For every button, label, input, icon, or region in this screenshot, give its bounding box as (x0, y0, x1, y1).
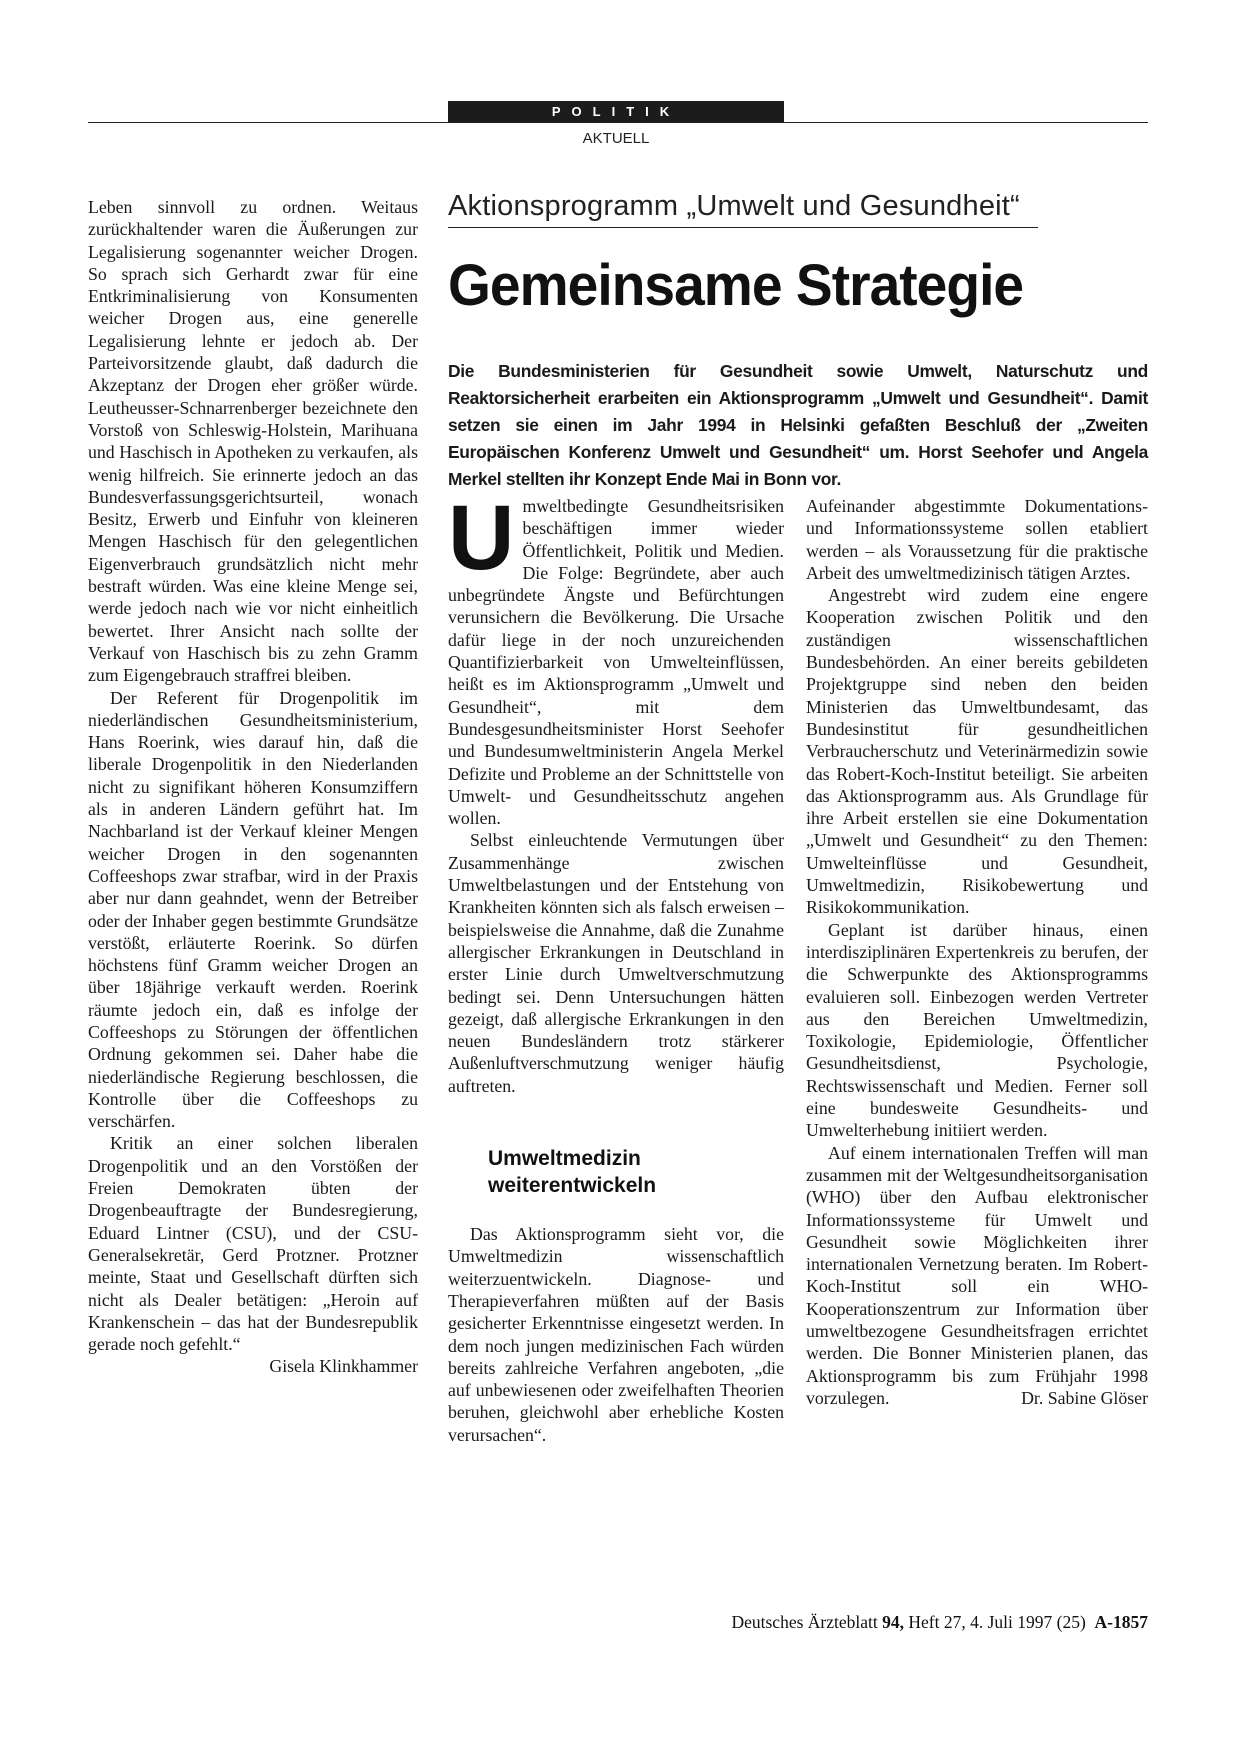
paragraph: Das Aktionsprogramm sieht vor, die Umweltmedizin wissenschaftlich weiterzuentwickeln. Diagnose- und Therapieverfahren müßten auf der Basis gesicherter Erkenntnisse eingesetzt werden. In dem noch jungen medizinischen Fach würden bereits zahlreiche Verfahren angeboten, „die auf unbewiesenen oder zweifelhaften Theorien beruhen, gleichwohl aber erhebliche Kosten verursachen“. (448, 1224, 784, 1445)
ressort-label: POLITIK (448, 101, 784, 122)
paragraph: Selbst einleuchtende Vermutungen über Zusammenhänge zwischen Umweltbelastungen und der Entstehung von Krankheiten könnten sich als falsch erweisen – beispielsweise die Annahme, daß die Zunahme allergischer Erkrankungen in Deutschland in erster Linie durch Umweltverschmutzung bedingt sei. Denn Untersuchungen hätten gezeigt, daß allergische Erkrankungen in den neuen Bundesländern trotz stärkerer Außenluftverschmutzung weniger häufig auftreten. (448, 830, 784, 1096)
previous-article-column (88, 196, 418, 1378)
paragraph (448, 487, 784, 829)
subheading-line: Umweltmedizin (488, 1147, 641, 1171)
paragraph: Kritik an einer solchen liberalen Drogenpolitik und an den Vorstößen der Freien Demokraten übten der Drogenbeauftragte der Bundesregierung, Eduard Lintner (CSU), und der CSU-Generalsekretär, Gerd Protzner. Protzner meinte, Staat und Gesellschaft dürften sich nicht als Dealer betätigen: „Heroin auf Krankenschein – das hat der Bundesrepublik gerade noch gefehlt.“ (88, 1133, 418, 1355)
header-rule (88, 122, 1148, 123)
paragraph-text: Auf einem internationalen Treffen will man zusammen mit der Weltgesundheitsorganisation (WHO) über den Aufbau elektronischer Informationssysteme für Umwelt und Gesundheit sowie Möglichkeiten ihrer internationalen Vernetzung beraten. Im Robert-Koch-Institut soll ein WHO-Kooperationszentrum zur Information über umweltbezogene Gesundheitsfragen errichtet werden. Die Bonner Ministerien planen, das Aktionsprogramm bis zum Frühjahr 1998 vorzulegen. (806, 1142, 1148, 1408)
subheading (488, 1145, 784, 1199)
paragraph: Leben sinnvoll zu ordnen. Weitaus zurückhaltender waren die Äußerungen zur Legalisierung sogenannter weicher Drogen. So sprach sich Gerhardt zwar für eine Entkriminalisierung von Konsumenten weicher Drogen aus, eine generelle Legalisierung lehnte er jedoch ab. Der Parteivorsitzende glaubt, daß dadurch die Akzeptanz der Drogen eher größer würde. Leutheusser-Schnarrenberger bezeichnete den Vorstoß von Schleswig-Holstein, Marihuana und Haschisch in Apotheken zu verkaufen, als wenig hilfreich. Sie erinnerte jedoch an das Bundesverfassungsgerichtsurteil, wonach Besitz, Erwerb und Einfuhr von kleineren Mengen Haschisch für den gelegentlichen Eigenverbrauch grundsätzlich nicht mehr bestraft würden. Was eine kleine Menge sei, werde jedoch nach wie vor nicht einheitlich bewertet. Ihrer Ansicht nach sollte der Verkauf von Haschisch bis zu zehn Gramm zum Eigengebrauch straffrei bleiben. (88, 197, 418, 686)
page-number: A-1857 (1094, 1612, 1148, 1632)
article-column-right (806, 495, 1148, 1409)
paragraph: Geplant ist darüber hinaus, einen interdisziplinären Expertenkreis zu berufen, der die Schwerpunkte des Aktionsprogramms evaluieren soll. Einbezogen werden Vertreter aus den Bereichen Umweltmedizin, Toxikologie, Epidemiologie, Öffentlicher Gesundheitsdienst, Psychologie, Rechtswissenschaft und Medien. Ferner soll eine bundesweite Gesundheits- und Umwelterhebung initiiert werden. (806, 919, 1148, 1141)
paragraph (806, 1142, 1148, 1410)
page-footer (600, 1612, 1148, 1633)
issue-info: Heft 27, 4. Juli 1997 (25) (908, 1612, 1086, 1632)
drop-cap: U (448, 487, 515, 589)
subheading-line: weiterentwickeln (488, 1174, 657, 1198)
journal-name: Deutsches Ärzteblatt (731, 1612, 878, 1632)
journal-volume: 94, (882, 1612, 904, 1632)
author-signature: Dr. Sabine Glöser (1021, 1387, 1148, 1408)
article-kicker: Aktionsprogramm „Umwelt und Gesundheit“ (448, 190, 1038, 228)
article-headline: Gemeinsame Strategie (448, 253, 1024, 318)
paragraph: Angestrebt wird zudem eine engere Kooperation zwischen Politik und den zuständigen wissenschaftlichen Bundesbehörden. An einer bereits gebildeten Projektgruppe sind neben den beiden Ministerien das Umweltbundesamt, das Bundesinstitut für gesundheitlichen Verbraucherschutz und Veterinärmedizin sowie das Robert-Koch-Institut beteiligt. Sie arbeiten das Aktionsprogramm aus. Als Grundlage für ihre Arbeit erstellen sie eine Dokumentation „Umwelt und Gesundheit“ zu den Themen: Umwelteinflüsse und Gesundheit, Umweltmedizin, Risikobewertung und Risikokommunikation. (806, 585, 1148, 918)
paragraph: Der Referent für Drogenpolitik im niederländischen Gesundheitsministerium, Hans Roerink, wies darauf hin, daß die liberale Drogenpolitik in den Niederlanden nicht zu signifikant höheren Konsumziffern als in anderen Ländern geführt hat. Im Nachbarland ist der Verkauf kleiner Mengen weicher Drogen in den sogenannten Coffeeshops zwar strafbar, wird in der Praxis aber nur dann geahndet, wenn der Betreiber oder der Inhaber gegen bestimmte Grundsätze verstößt, erläuterte Roerink. So dürfen höchstens fünf Gramm weicher Drogen an über 18jährige verkauft werden. Roerink räumte jedoch ein, daß es infolge der Coffeeshops zu Störungen der öffentlichen Ordnung gekommen sei. Daher habe die niederländische Regierung beschlossen, die Kontrolle über die Coffeeshops zu verschärfen. (88, 687, 418, 1132)
article-lead: Die Bundesministerien für Gesundheit sowie Umwelt, Naturschutz und Reaktorsicherheit erarbeiten ein Aktionsprogramm „Umwelt und Gesundheit“. Damit setzen sie einen im Jahr 1994 in Helsinki gefaßten Beschluß der „Zweiten Europäischen Konferenz Umwelt und Gesundheit“ um. Horst Seehofer und Angela Merkel stellten ihr Konzept Ende Mai in Bonn vor. (448, 361, 1148, 489)
article-column-middle (448, 487, 784, 1446)
author-signature: Gisela Klinkhammer (269, 1356, 418, 1377)
paragraph-text: mweltbedingte Gesundheitsrisiken beschäftigen immer wieder Öffentlichkeit, Politik und Medien. Die Folge: Begründete, aber auch unbegründete Ängste und Befürchtungen verunsichern die Bevölkerung. Die Ursache dafür liege in der noch unzureichenden Quantifizierbarkeit von Umwelteinflüssen, heißt es im Aktionsprogramm „Umwelt und Gesundheit“, mit dem Bundesgesundheitsminister Horst Seehofer und Bundesumweltministerin Angela Merkel Defizite und Probleme an der Schnittstelle von Umwelt- und Gesundheitsschutz angehen wollen. (448, 496, 784, 829)
subressort-label: AKTUELL (582, 130, 650, 147)
paragraph: Aufeinander abgestimmte Dokumentations- und Informationssysteme sollen etabliert werden – als Voraussetzung für die praktische Arbeit des umweltmedizinisch tätigen Arztes. (806, 496, 1148, 583)
